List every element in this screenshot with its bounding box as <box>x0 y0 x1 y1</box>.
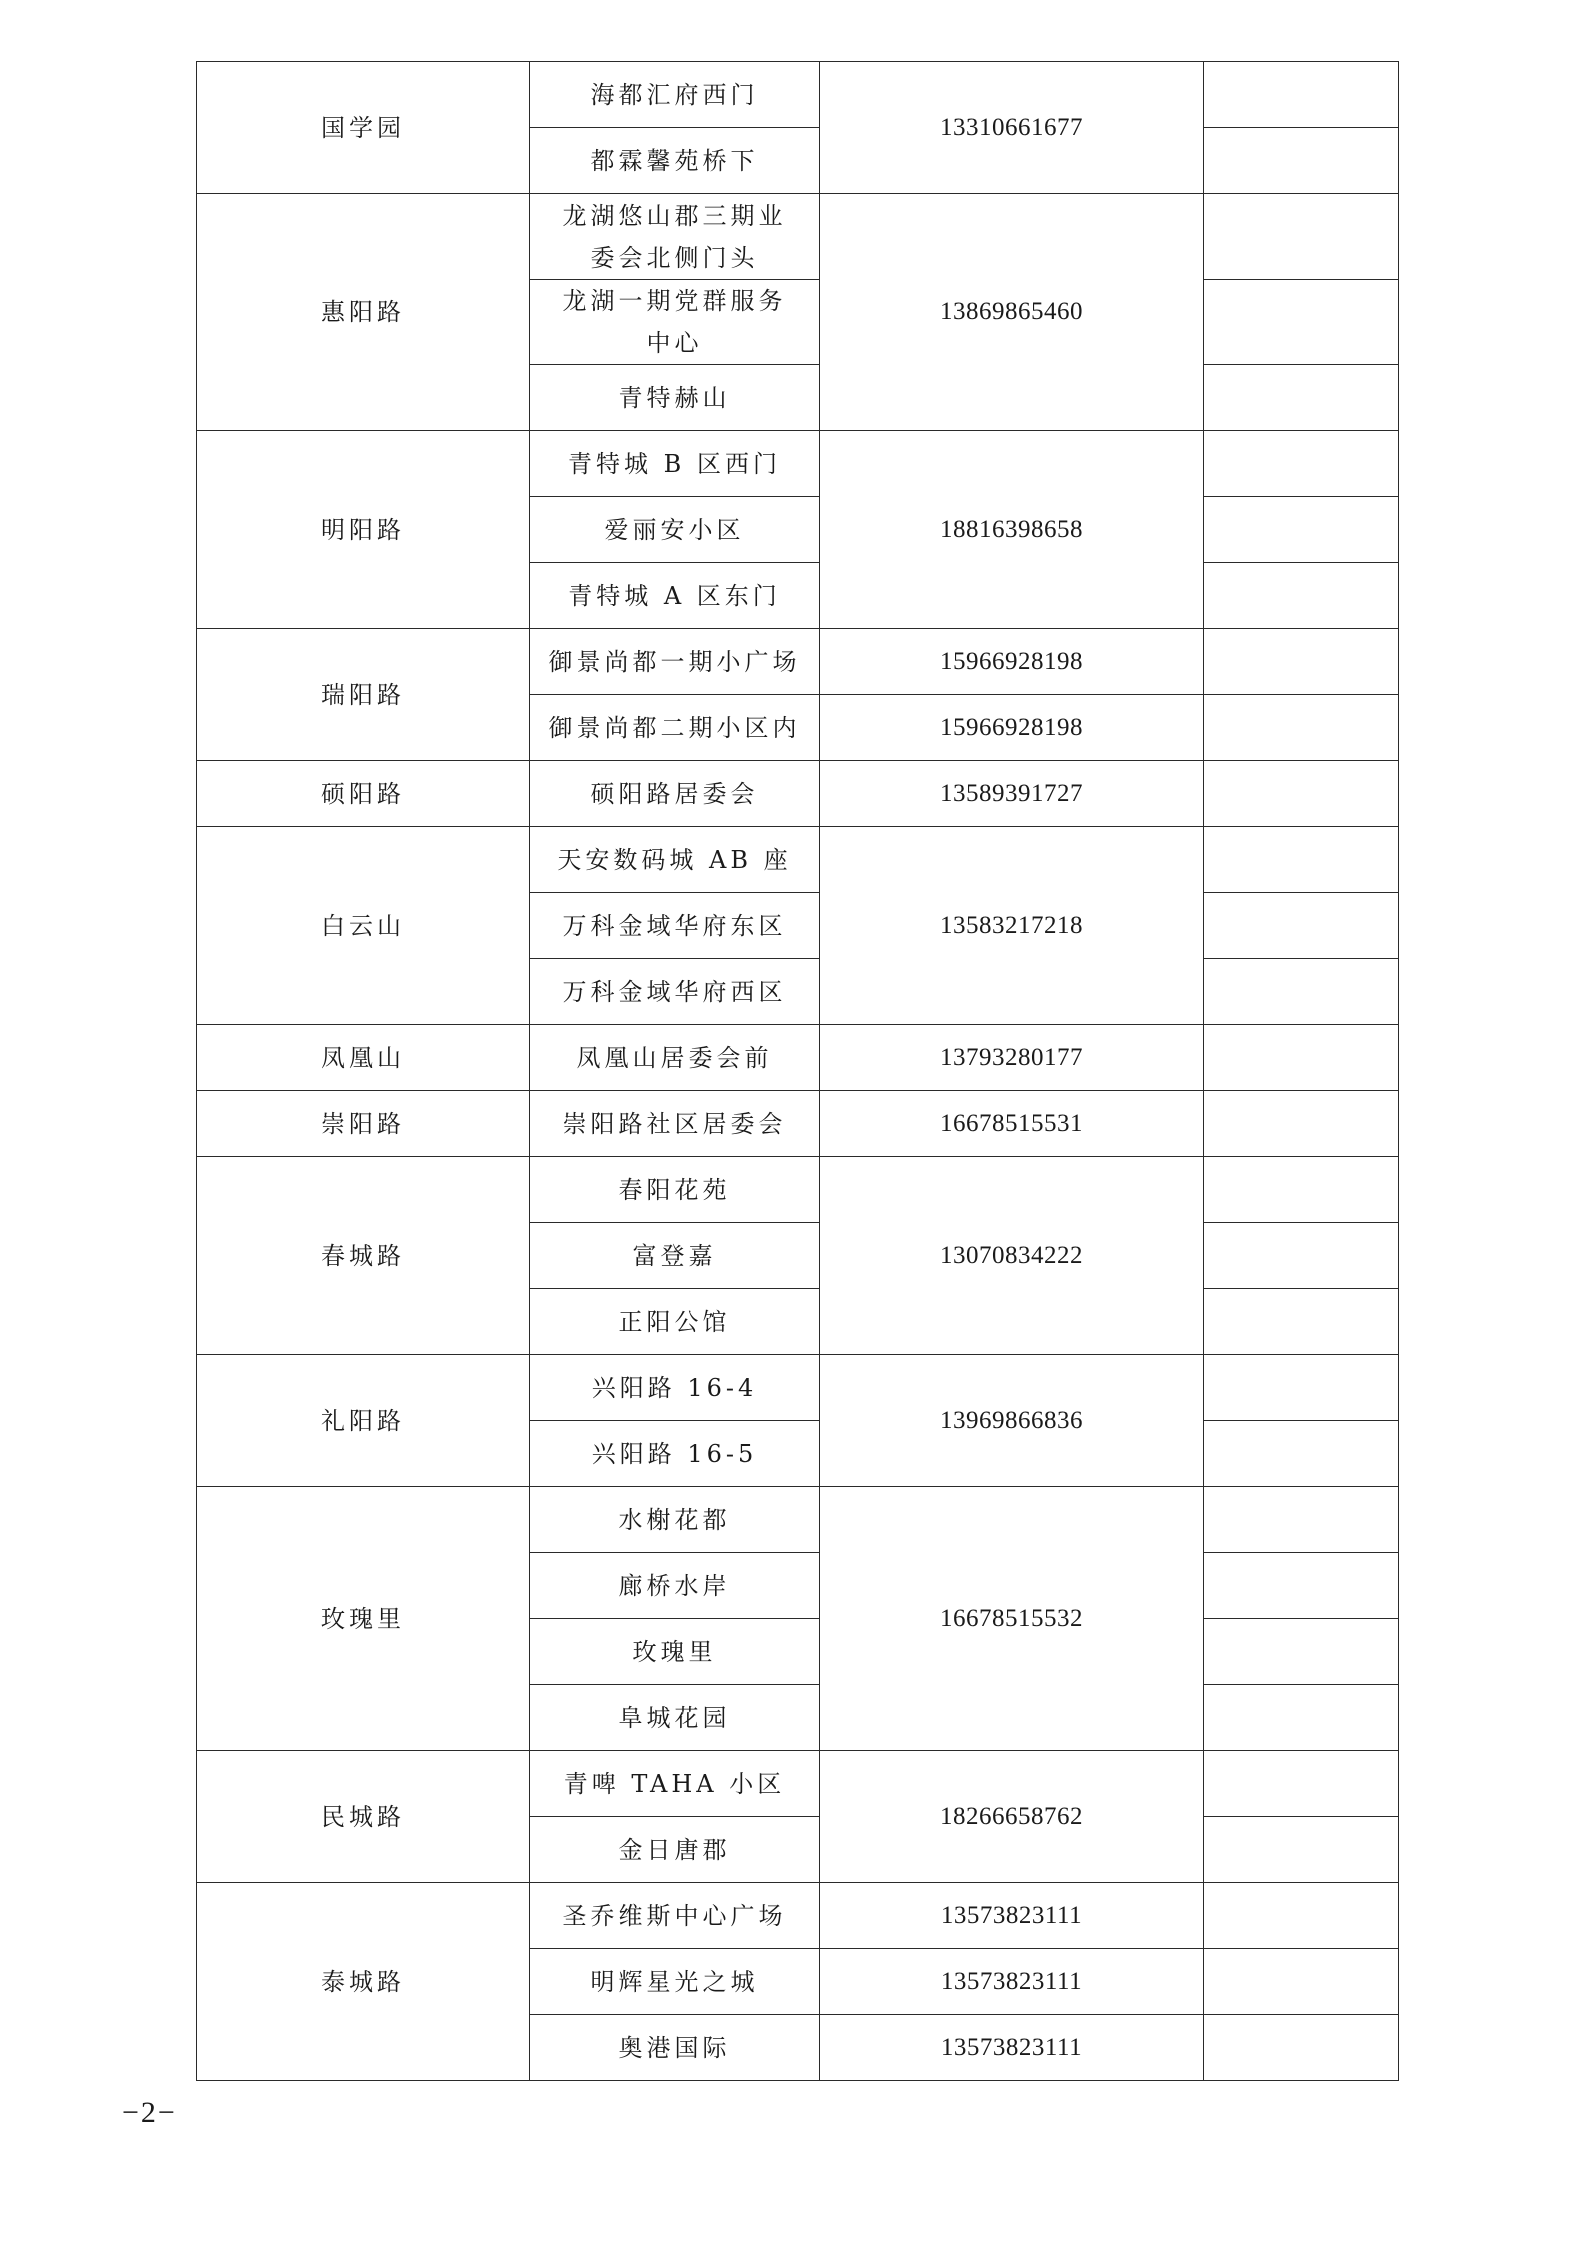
site-cell: 兴阳路 16-5 <box>530 1421 820 1487</box>
phone-cell: 18266658762 <box>820 1751 1204 1883</box>
phone-cell: 13969866836 <box>820 1355 1204 1487</box>
notes-cell <box>1204 959 1399 1025</box>
phone-cell: 13070834222 <box>820 1157 1204 1355</box>
site-cell: 阜城花园 <box>530 1685 820 1751</box>
table-row <box>197 629 1399 695</box>
site-cell: 奥港国际 <box>530 2015 820 2081</box>
community-cell: 明阳路 <box>197 431 530 629</box>
site-cell: 凤凰山居委会前 <box>530 1025 820 1091</box>
notes-cell <box>1204 1421 1399 1487</box>
table-row <box>197 1025 1399 1091</box>
table-row <box>197 1487 1399 1553</box>
site-cell: 玫瑰里 <box>530 1619 820 1685</box>
community-cell: 凤凰山 <box>197 1025 530 1091</box>
notes-cell <box>1204 1619 1399 1685</box>
site-cell: 春阳花苑 <box>530 1157 820 1223</box>
phone-cell: 13589391727 <box>820 761 1204 827</box>
site-cell: 龙湖一期党群服务中心 <box>530 280 820 365</box>
site-cell: 青啤 TAHA 小区 <box>530 1751 820 1817</box>
notes-cell <box>1204 2015 1399 2081</box>
notes-cell <box>1204 431 1399 497</box>
notes-cell <box>1204 1223 1399 1289</box>
notes-cell <box>1204 893 1399 959</box>
community-cell: 春城路 <box>197 1157 530 1355</box>
site-cell: 海都汇府西门 <box>530 62 820 128</box>
notes-cell <box>1204 1685 1399 1751</box>
site-cell: 兴阳路 16-4 <box>530 1355 820 1421</box>
phone-cell: 13793280177 <box>820 1025 1204 1091</box>
site-cell: 青特城 B 区西门 <box>530 431 820 497</box>
notes-cell <box>1204 1883 1399 1949</box>
notes-cell <box>1204 62 1399 128</box>
notes-cell <box>1204 761 1399 827</box>
notes-cell <box>1204 280 1399 365</box>
notes-cell <box>1204 1091 1399 1157</box>
table-body <box>197 62 1399 2081</box>
notes-cell <box>1204 194 1399 280</box>
notes-cell <box>1204 1751 1399 1817</box>
table-row <box>197 761 1399 827</box>
table-row <box>197 1157 1399 1223</box>
notes-cell <box>1204 1949 1399 2015</box>
table-row <box>197 1883 1399 1949</box>
table-row <box>197 1091 1399 1157</box>
table-row <box>197 431 1399 497</box>
table-row <box>197 1751 1399 1817</box>
table-row <box>197 62 1399 128</box>
notes-cell <box>1204 497 1399 563</box>
site-cell: 万科金域华府西区 <box>530 959 820 1025</box>
site-cell: 崇阳路社区居委会 <box>530 1091 820 1157</box>
community-cell: 硕阳路 <box>197 761 530 827</box>
site-cell: 圣乔维斯中心广场 <box>530 1883 820 1949</box>
notes-cell <box>1204 365 1399 431</box>
phone-cell: 15966928198 <box>820 629 1204 695</box>
site-cell: 富登嘉 <box>530 1223 820 1289</box>
site-cell: 都霖馨苑桥下 <box>530 128 820 194</box>
phone-cell: 13573823111 <box>820 1883 1204 1949</box>
community-cell: 瑞阳路 <box>197 629 530 761</box>
phone-cell: 16678515532 <box>820 1487 1204 1751</box>
community-cell: 白云山 <box>197 827 530 1025</box>
notes-cell <box>1204 1289 1399 1355</box>
community-cell: 礼阳路 <box>197 1355 530 1487</box>
site-cell: 天安数码城 AB 座 <box>530 827 820 893</box>
phone-cell: 13583217218 <box>820 827 1204 1025</box>
site-cell: 水榭花都 <box>530 1487 820 1553</box>
site-cell: 龙湖悠山郡三期业委会北侧门头 <box>530 194 820 280</box>
site-cell: 硕阳路居委会 <box>530 761 820 827</box>
community-cell: 泰城路 <box>197 1883 530 2081</box>
table-row <box>197 194 1399 280</box>
notes-cell <box>1204 563 1399 629</box>
notes-cell <box>1204 1355 1399 1421</box>
site-cell: 金日唐郡 <box>530 1817 820 1883</box>
phone-cell: 13310661677 <box>820 62 1204 194</box>
page-number: −2− <box>122 2096 177 2129</box>
notes-cell <box>1204 1553 1399 1619</box>
phone-cell: 18816398658 <box>820 431 1204 629</box>
site-cell: 青特赫山 <box>530 365 820 431</box>
notes-cell <box>1204 1487 1399 1553</box>
phone-cell: 16678515531 <box>820 1091 1204 1157</box>
table-row <box>197 1355 1399 1421</box>
notes-cell <box>1204 1025 1399 1091</box>
site-cell: 御景尚都二期小区内 <box>530 695 820 761</box>
site-cell: 正阳公馆 <box>530 1289 820 1355</box>
phone-cell: 13573823111 <box>820 2015 1204 2081</box>
notes-cell <box>1204 1817 1399 1883</box>
contact-table <box>196 61 1399 2081</box>
community-cell: 玫瑰里 <box>197 1487 530 1751</box>
notes-cell <box>1204 128 1399 194</box>
phone-cell: 15966928198 <box>820 695 1204 761</box>
site-cell: 明辉星光之城 <box>530 1949 820 2015</box>
site-cell: 御景尚都一期小广场 <box>530 629 820 695</box>
community-cell: 惠阳路 <box>197 194 530 431</box>
notes-cell <box>1204 629 1399 695</box>
table-row <box>197 827 1399 893</box>
site-cell: 万科金域华府东区 <box>530 893 820 959</box>
community-cell: 民城路 <box>197 1751 530 1883</box>
site-cell: 廊桥水岸 <box>530 1553 820 1619</box>
notes-cell <box>1204 1157 1399 1223</box>
community-cell: 国学园 <box>197 62 530 194</box>
site-cell: 爱丽安小区 <box>530 497 820 563</box>
phone-cell: 13573823111 <box>820 1949 1204 2015</box>
site-cell: 青特城 A 区东门 <box>530 563 820 629</box>
notes-cell <box>1204 827 1399 893</box>
notes-cell <box>1204 695 1399 761</box>
community-cell: 崇阳路 <box>197 1091 530 1157</box>
phone-cell: 13869865460 <box>820 194 1204 431</box>
